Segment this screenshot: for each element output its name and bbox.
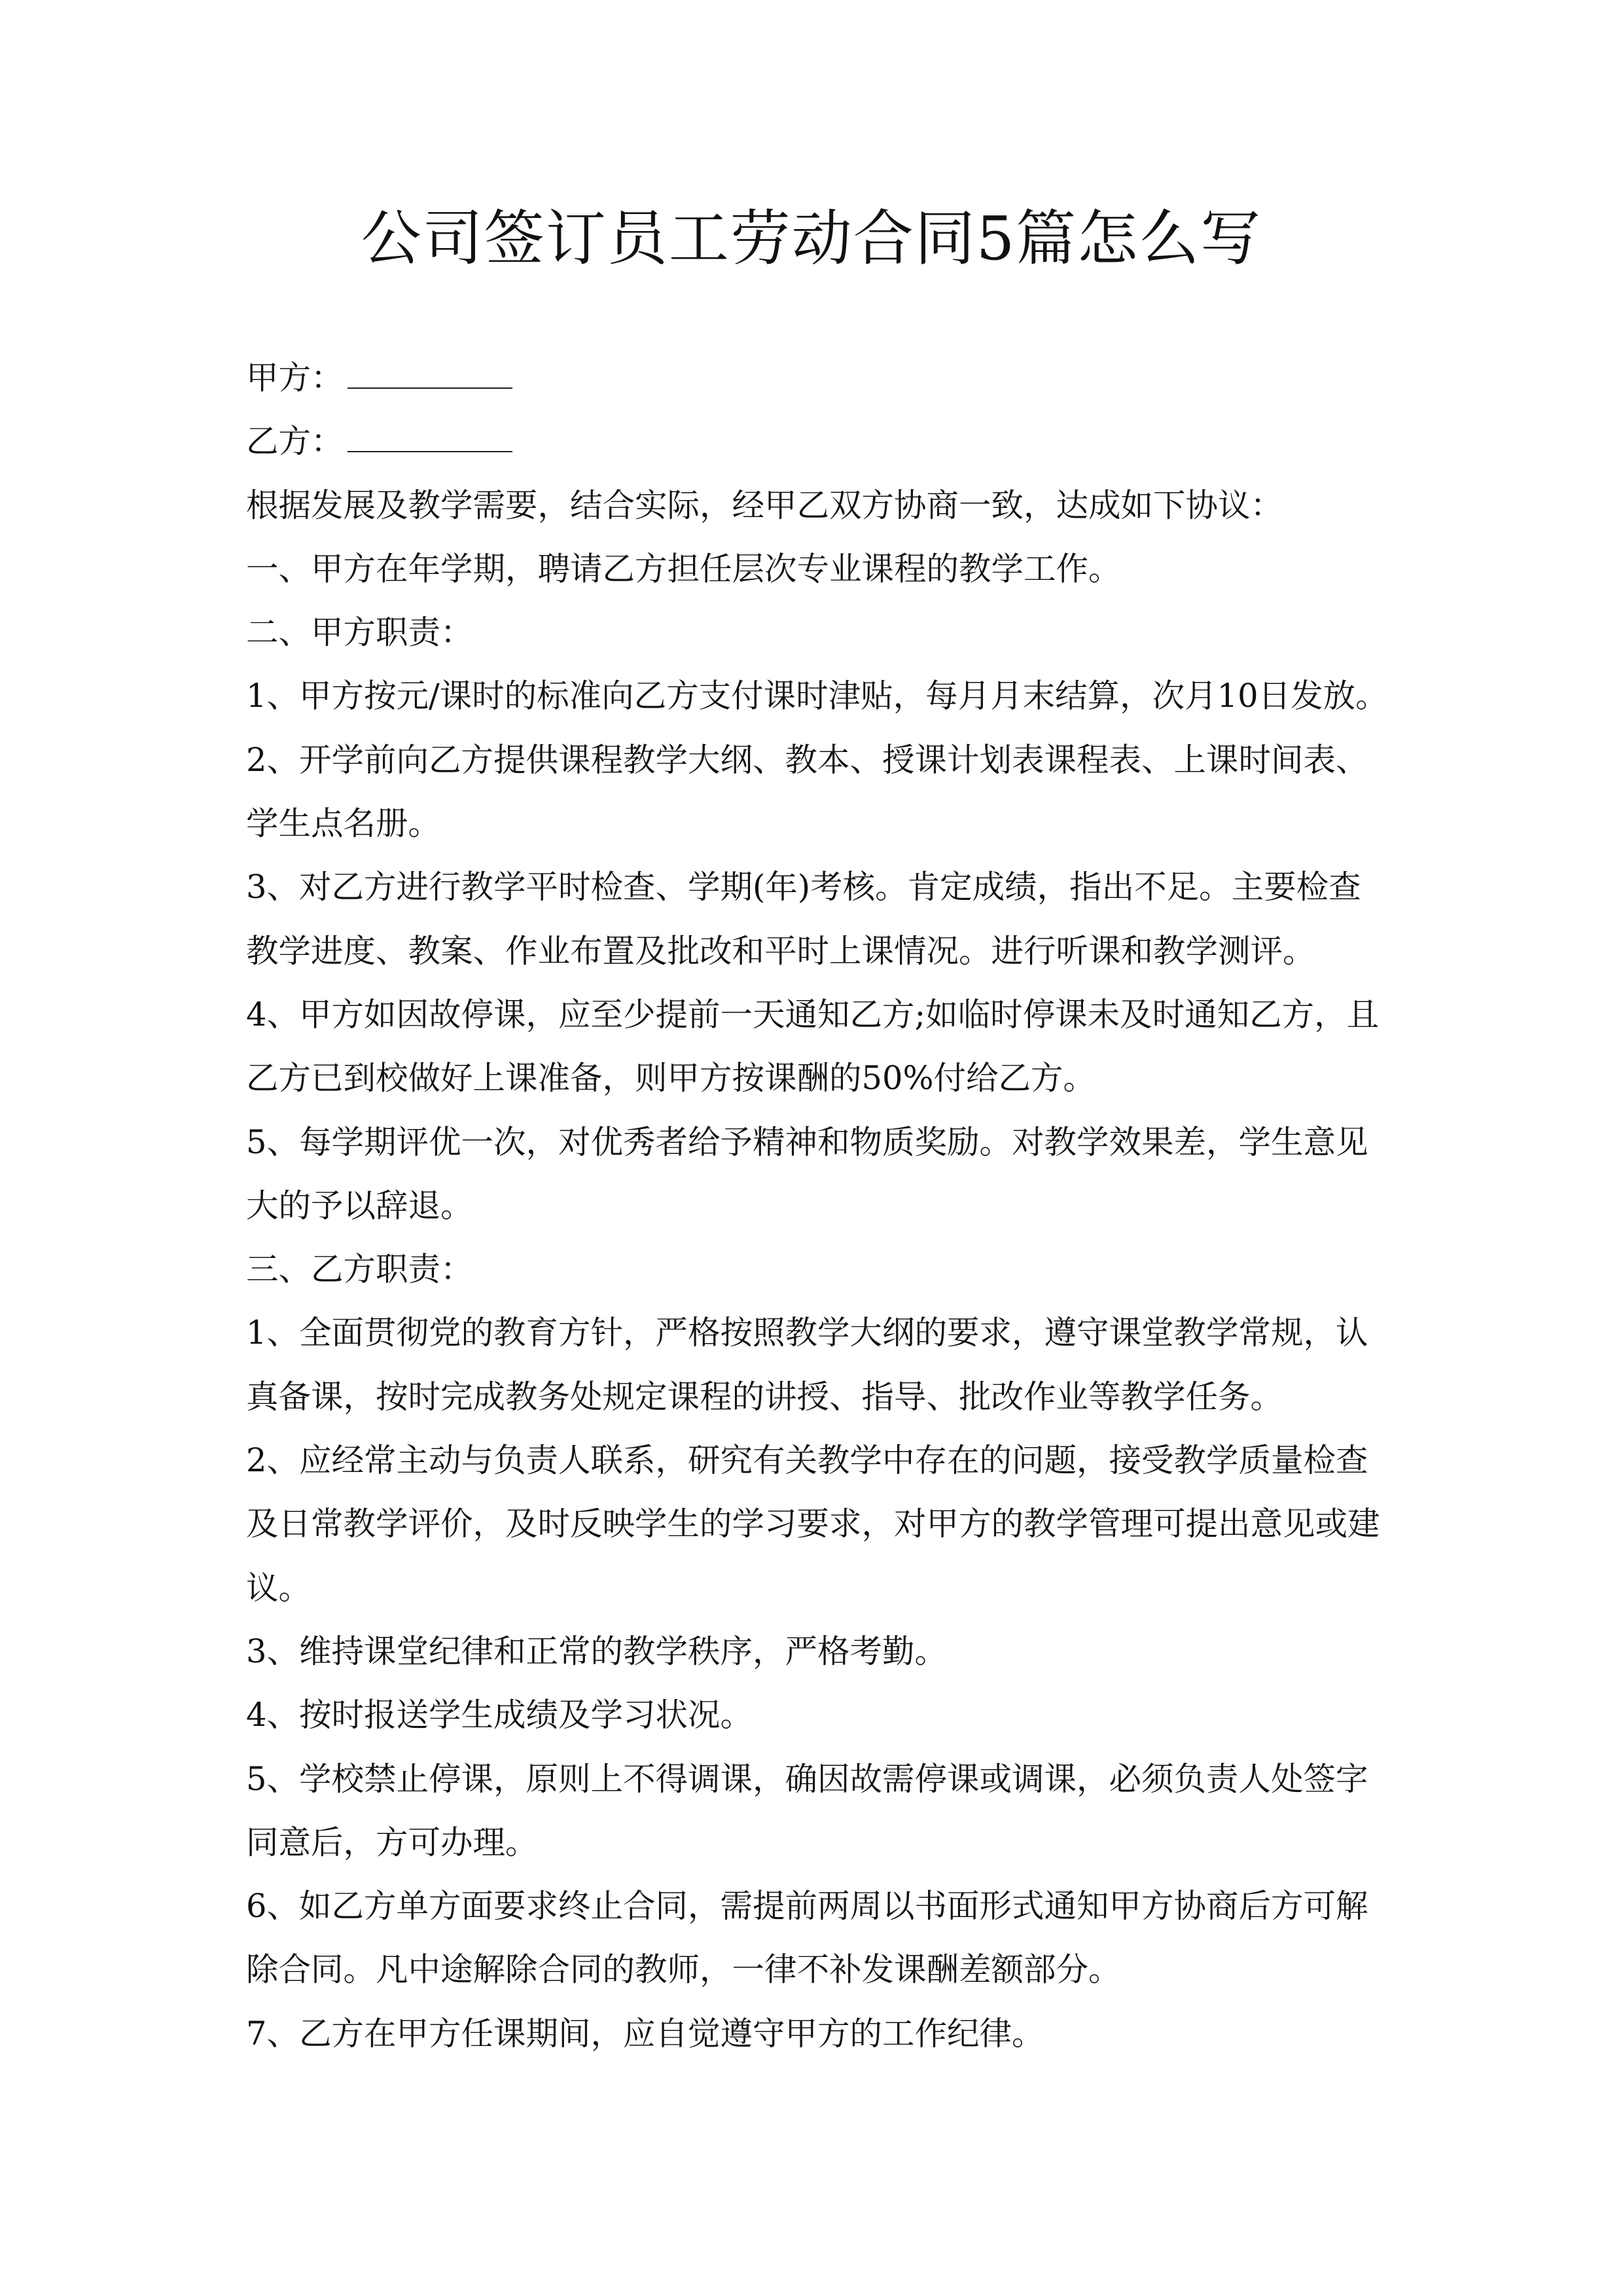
text-line: 4、按时报送学生成绩及学习状况。 bbox=[246, 1696, 753, 1734]
text-line: 同意后，方可办理。 bbox=[246, 1823, 538, 1861]
document-title: 公司签订员工劳动合同5篇怎么写 bbox=[361, 204, 1262, 274]
text-line: 1、全面贯彻党的教育方针，严格按照教学大纲的要求，遵守课堂教学常规，认 bbox=[246, 1314, 1368, 1352]
text-line: 及日常教学评价，及时反映学生的学习要求，对甲方的教学管理可提出意见或建 bbox=[246, 1505, 1380, 1543]
text-line: 三、乙方职责： bbox=[246, 1250, 473, 1289]
text-line: 7、乙方在甲方任课期间，应自觉遵守甲方的工作纪律。 bbox=[246, 2014, 1044, 2053]
text-line: 乙方已到校做好上课准备，则甲方按课酬的50%付给乙方。 bbox=[246, 1059, 1096, 1098]
text-line: 2、开学前向乙方提供课程教学大纲、教本、授课计划表课程表、上课时间表、 bbox=[246, 740, 1368, 779]
party-b-label: 乙方： bbox=[246, 422, 344, 461]
contract-body bbox=[246, 346, 1411, 2066]
text-line: 6、如乙方单方面要求终止合同，需提前两周以书面形式通知甲方协商后方可解 bbox=[246, 1887, 1368, 1926]
text-line: 4、甲方如因故停课，应至少提前一天通知乙方;如临时停课未及时通知乙方，且 bbox=[246, 995, 1380, 1033]
text-line: 议。 bbox=[246, 1568, 311, 1607]
party-a-line bbox=[246, 346, 1411, 410]
party-b-blank bbox=[348, 412, 512, 452]
text-line: 5、学校禁止停课，原则上不得调课，确因故需停课或调课，必须负责人处签字 bbox=[246, 1759, 1368, 1798]
text-line: 一、甲方在年学期，聘请乙方担任层次专业课程的教学工作。 bbox=[246, 549, 1121, 588]
text-line: 二、甲方职责： bbox=[246, 613, 473, 652]
text-line: 除合同。凡中途解除合同的教师，一律不补发课酬差额部分。 bbox=[246, 1950, 1121, 1989]
text-line: 2、应经常主动与负责人联系，研究有关教学中存在的问题，接受教学质量检查 bbox=[246, 1441, 1368, 1480]
text-line: 1、甲方按元/课时的标准向乙方支付课时津贴，每月月末结算，次月10日发放。 bbox=[246, 677, 1388, 715]
text-line: 真备课，按时完成教务处规定课程的讲授、指导、批改作业等教学任务。 bbox=[246, 1377, 1283, 1416]
text-line: 3、维持课堂纪律和正常的教学秩序，严格考勤。 bbox=[246, 1632, 947, 1670]
text-line: 教学进度、教案、作业布置及批改和平时上课情况。进行听课和教学测评。 bbox=[246, 931, 1315, 970]
text-line: 大的予以辞退。 bbox=[246, 1186, 473, 1225]
text-line: 5、每学期评优一次，对优秀者给予精神和物质奖励。对教学效果差，学生意见 bbox=[246, 1122, 1368, 1161]
text-line: 3、对乙方进行教学平时检查、学期(年)考核。肯定成绩，指出不足。主要检查 bbox=[246, 868, 1361, 906]
text-line: 根据发展及教学需要，结合实际，经甲乙双方协商一致，达成如下协议： bbox=[246, 486, 1283, 524]
party-a-label: 甲方： bbox=[246, 359, 344, 397]
party-b-line bbox=[246, 410, 1411, 473]
text-line: 学生点名册。 bbox=[246, 804, 440, 843]
party-a-blank bbox=[348, 348, 512, 389]
